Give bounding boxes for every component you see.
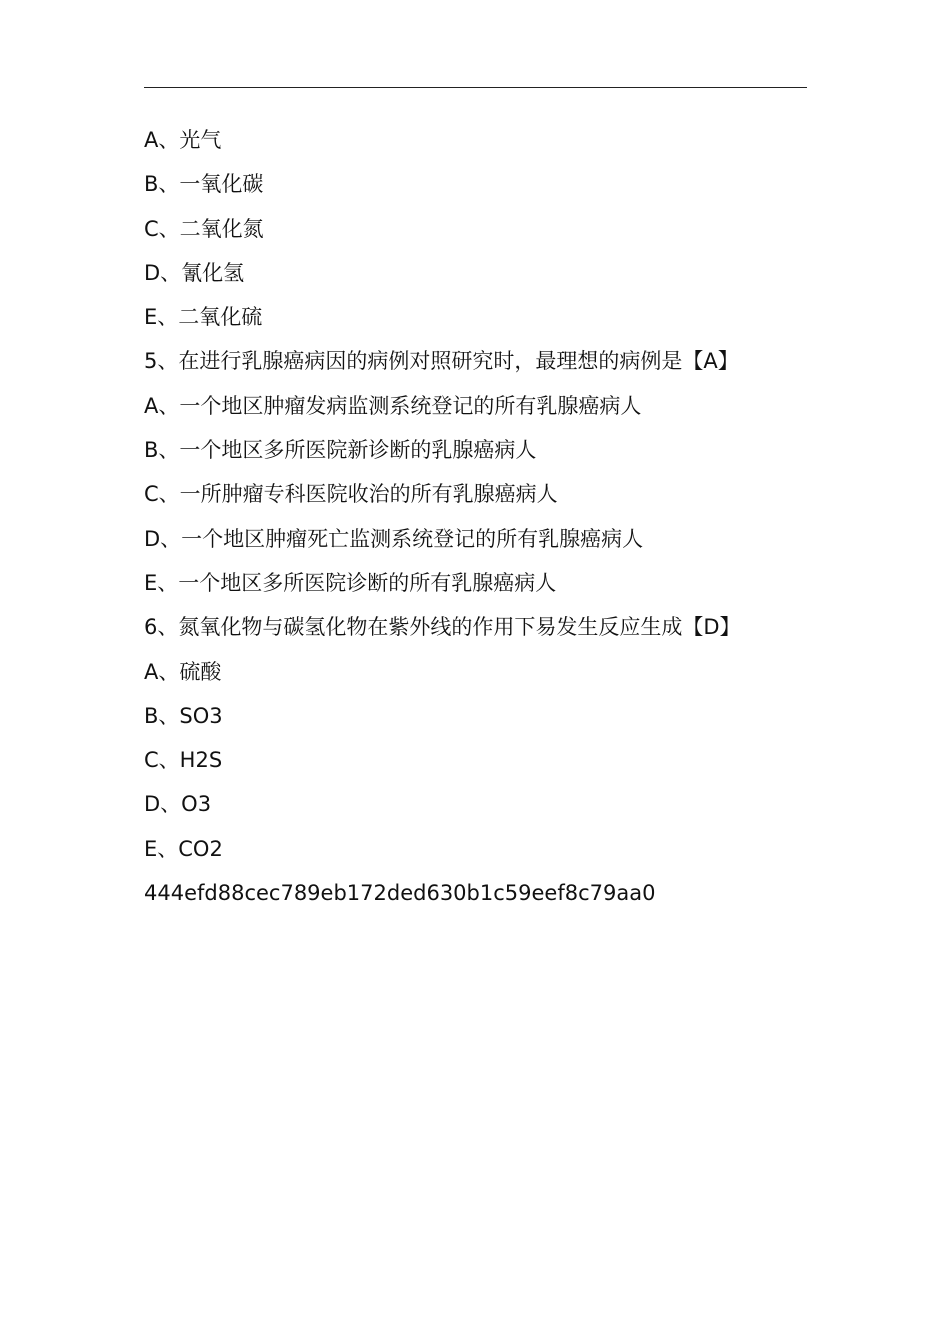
hash-line: 444efd88cec789eb172ded630b1c59eef8c79aa0 (144, 881, 656, 906)
option-line: A、一个地区肿瘤发病监测系统登记的所有乳腺癌病人 (144, 393, 642, 418)
question-line: 6、氮氧化物与碳氢化物在紫外线的作用下易发生反应生成【D】 (144, 615, 741, 640)
header-rule (144, 87, 807, 88)
document-body (144, 118, 824, 915)
option-line: E、CO2 (144, 836, 223, 861)
option-line: B、SO3 (144, 703, 223, 728)
option-line: C、二氧化氮 (144, 216, 264, 241)
option-line: E、一个地区多所医院诊断的所有乳腺癌病人 (144, 570, 557, 595)
option-line: B、一氧化碳 (144, 172, 264, 197)
option-line: D、一个地区肿瘤死亡监测系统登记的所有乳腺癌病人 (144, 526, 644, 551)
option-line: A、光气 (144, 128, 222, 152)
option-line: D、O3 (144, 792, 212, 817)
option-line: C、H2S (144, 748, 223, 773)
option-line: D、氰化氢 (144, 260, 245, 285)
option-line: C、一所肿瘤专科医院收治的所有乳腺癌病人 (144, 482, 558, 507)
question-line: 5、在进行乳腺癌病因的病例对照研究时，最理想的病例是【A】 (144, 349, 739, 374)
option-line: B、一个地区多所医院新诊断的乳腺癌病人 (144, 438, 537, 463)
option-line: E、二氧化硫 (144, 305, 263, 330)
option-line: A、硫酸 (144, 659, 222, 684)
